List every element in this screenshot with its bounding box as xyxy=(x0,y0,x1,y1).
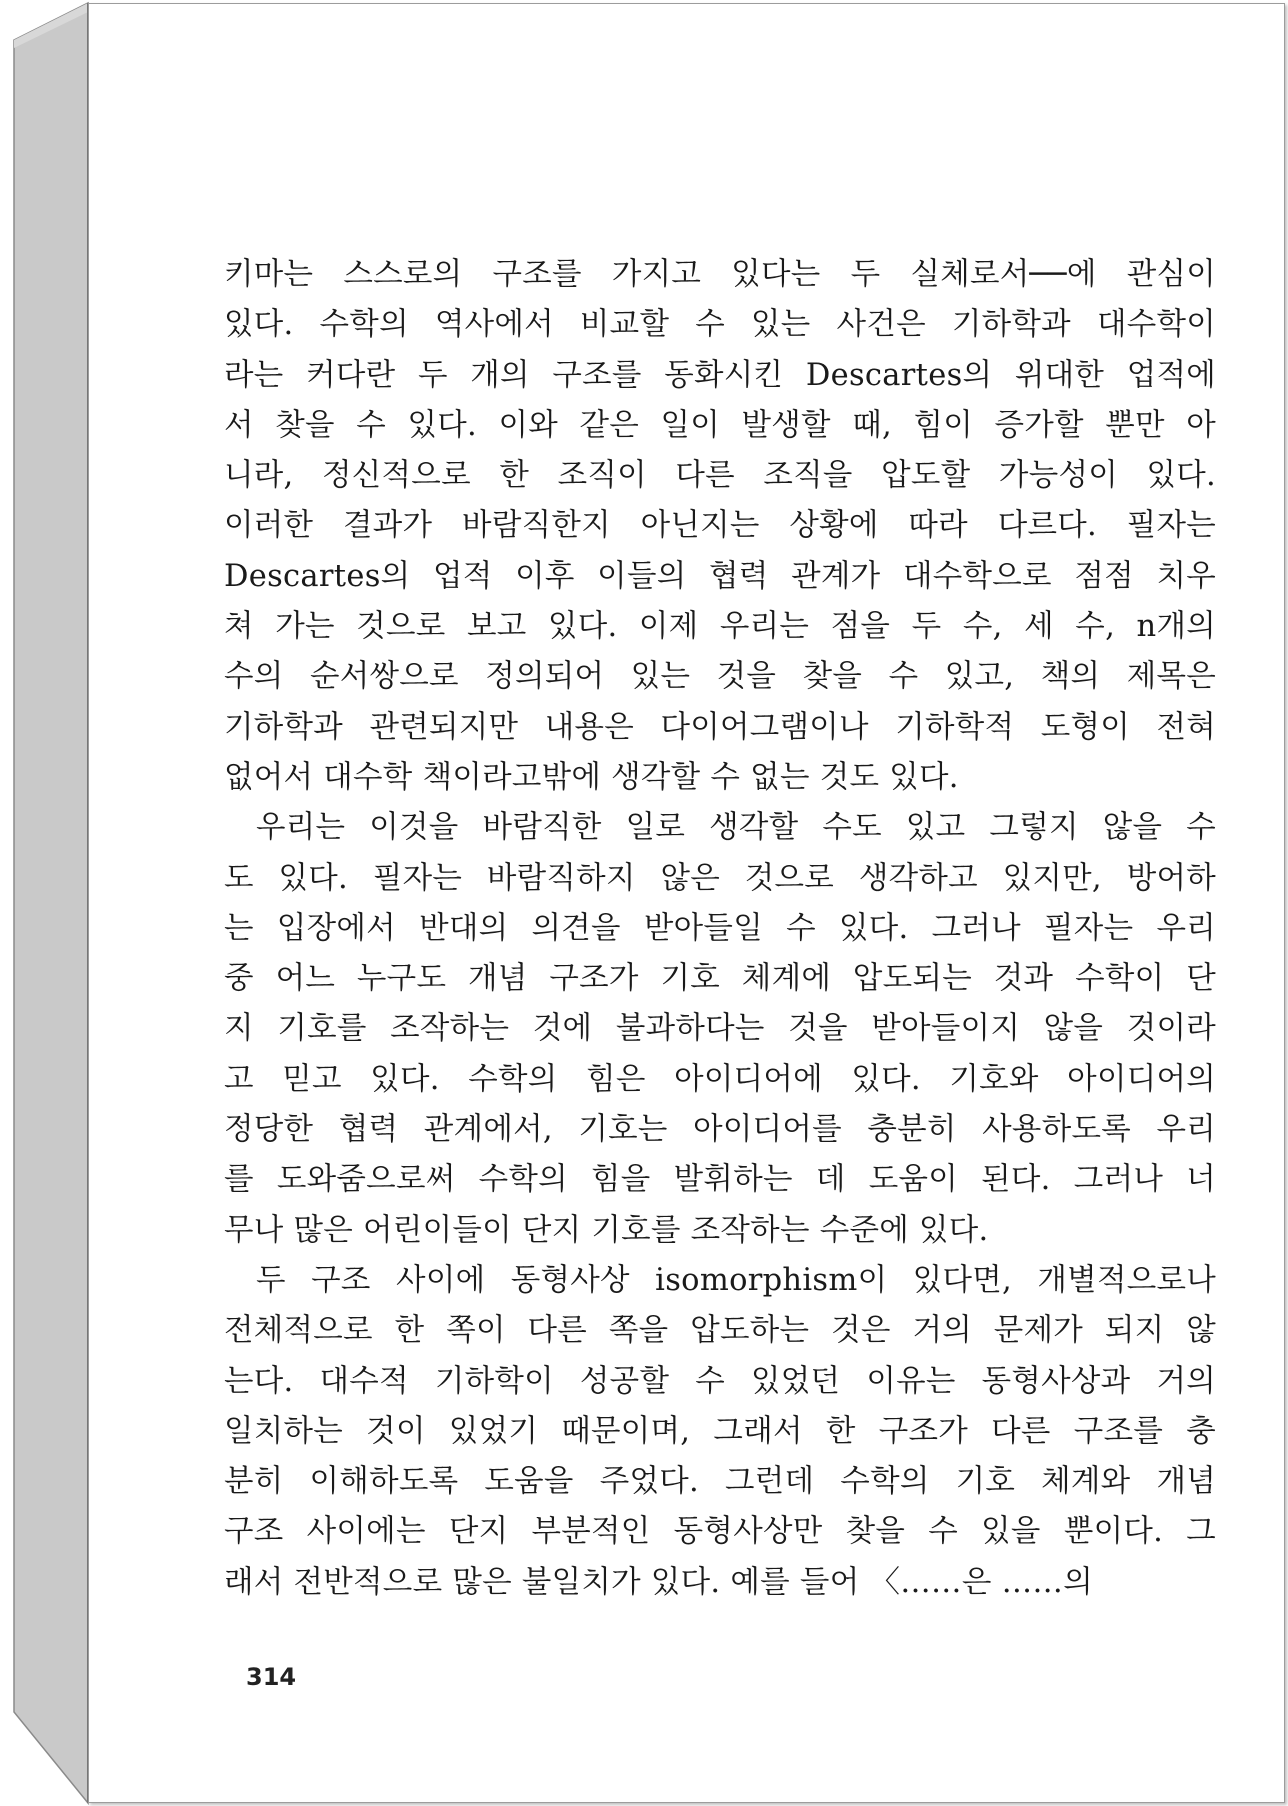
text-line: 일치하는 것이 있었기 때문이며, 그래서 한 구조가 다른 구조를 충 xyxy=(224,1413,1216,1449)
book-spine xyxy=(0,0,100,1806)
text-line: 구조 사이에는 단지 부분적인 동형사상만 찾을 수 있을 뿐이다. 그 xyxy=(224,1514,1216,1550)
text-line: 전체적으로 한 쪽이 다른 쪽을 압도하는 것은 거의 문제가 되지 않 xyxy=(224,1313,1216,1349)
text-line: Descartes의 업적 이후 이들의 협력 관계가 대수학으로 점점 치우 xyxy=(224,558,1216,594)
book-page xyxy=(88,3,1285,1803)
text-line: 분히 이해하도록 도움을 주었다. 그런데 수학의 기호 체계와 개념 xyxy=(224,1464,1216,1500)
text-line: 없어서 대수학 책이라고밖에 생각할 수 없는 것도 있다. xyxy=(224,759,959,795)
text-line: 지 기호를 조작하는 것에 불과하다는 것을 받아들이지 않을 것이라 xyxy=(224,1011,1216,1047)
text-line: 는 입장에서 반대의 의견을 받아들일 수 있다. 그러나 필자는 우리 xyxy=(224,910,1216,946)
text-line: 는다. 대수적 기하학이 성공할 수 있었던 이유는 동형사상과 거의 xyxy=(224,1363,1216,1399)
text-line: 라는 커다란 두 개의 구조를 동화시킨 Descartes의 위대한 업적에 xyxy=(224,357,1216,393)
text-line: 래서 전반적으로 많은 불일치가 있다. 예를 들어 〈……은 ……의 xyxy=(224,1564,1093,1600)
text-line: 도 있다. 필자는 바람직하지 않은 것으로 생각하고 있지만, 방어하 xyxy=(224,860,1216,896)
text-line: 무나 많은 어린이들이 단지 기호를 조작하는 수준에 있다. xyxy=(224,1212,989,1248)
text-line: 수의 순서쌍으로 정의되어 있는 것을 찾을 수 있고, 책의 제목은 xyxy=(224,659,1216,695)
text-line: 고 믿고 있다. 수학의 힘은 아이디어에 있다. 기호와 아이디어의 xyxy=(224,1061,1216,1097)
text-line: 서 찾을 수 있다. 이와 같은 일이 발생할 때, 힘이 증가할 뿐만 아 xyxy=(224,407,1216,443)
text-line: 정당한 협력 관계에서, 기호는 아이디어를 충분히 사용하도록 우리 xyxy=(224,1112,1216,1148)
text-line: 를 도와줌으로써 수학의 힘을 발휘하는 데 도움이 된다. 그러나 너 xyxy=(224,1162,1216,1198)
text-line: 있다. 수학의 역사에서 비교할 수 있는 사건은 기하학과 대수학이 xyxy=(224,307,1216,343)
text-line: 니라, 정신적으로 한 조직이 다른 조직을 압도할 가능성이 있다. xyxy=(224,458,1216,494)
text-line: 기하학과 관련되지만 내용은 다이어그램이나 기하학적 도형이 전혀 xyxy=(224,709,1216,745)
text-line: 두 구조 사이에 동형사상 isomorphism이 있다면, 개별적으로나 xyxy=(256,1262,1216,1298)
body-text xyxy=(224,250,1216,1608)
text-line: 키마는 스스로의 구조를 가지고 있다는 두 실체로서──에 관심이 xyxy=(224,257,1216,292)
text-line: 쳐 가는 것으로 보고 있다. 이제 우리는 점을 두 수, 세 수, n개의 xyxy=(224,609,1216,645)
text-line: 이러한 결과가 바람직한지 아닌지는 상황에 따라 다르다. 필자는 xyxy=(224,508,1216,544)
text-line: 우리는 이것을 바람직한 일로 생각할 수도 있고 그렇지 않을 수 xyxy=(256,810,1216,846)
text-line: 중 어느 누구도 개념 구조가 기호 체계에 압도되는 것과 수학이 단 xyxy=(224,961,1216,997)
page-number: 314 xyxy=(246,1663,297,1691)
